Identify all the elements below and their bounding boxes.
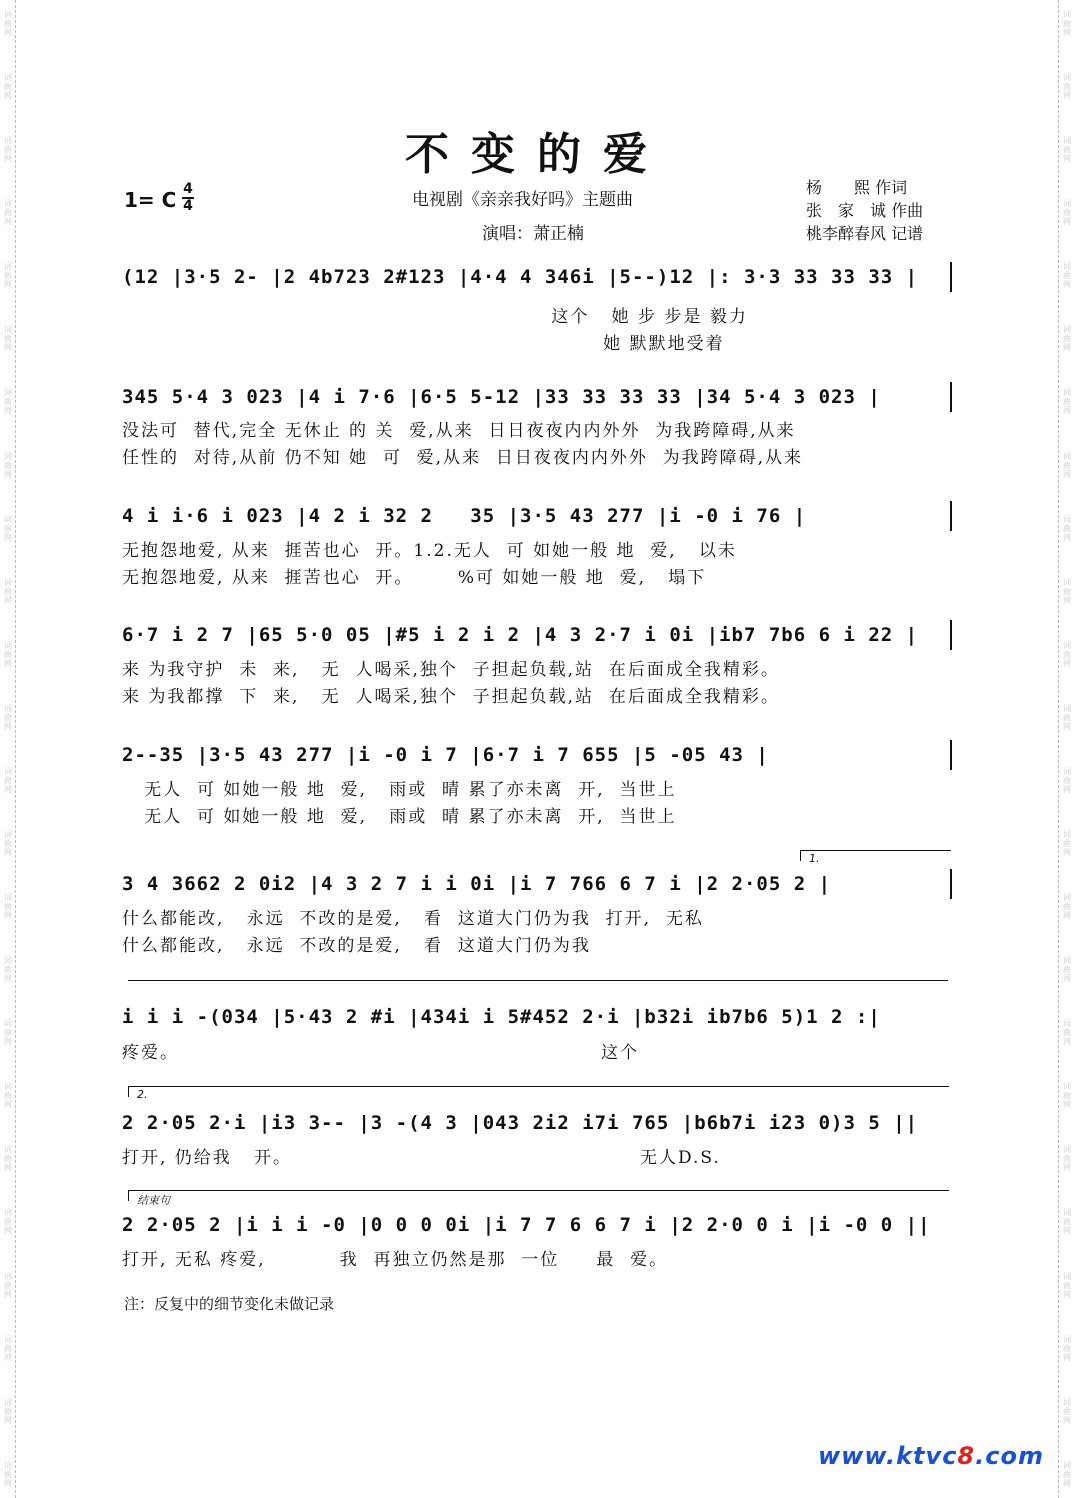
watermark-text: 词曲网 — [3, 73, 13, 101]
barline — [950, 501, 952, 531]
notation-line: 345 5·4 3 023 |4 i 7·6 |6·5 5-12 |33 33 33 33 |34 5·4 3 023 | — [122, 386, 881, 408]
lyric-verse-1: 疼爱。 这个 — [122, 1043, 640, 1063]
barline — [950, 869, 952, 899]
watermark-text: 词曲网 — [3, 1271, 13, 1299]
watermark-text: 词曲网 — [1062, 1271, 1072, 1299]
notation-line: 2 2·05 2 |i i i -0 |0 0 0 0i |i 7 7 6 6 7 i |2 2·0 0 i |i -0 0 || — [122, 1214, 931, 1236]
barline — [950, 262, 952, 292]
song-subtitle: 电视剧《亲亲我好吗》主题曲 — [412, 190, 633, 210]
watermark-text: 词曲网 — [3, 262, 13, 290]
lyric-verse-2: 什么都能改, 永远 不改的是爱, 看 这道大门仍为我 — [122, 936, 591, 956]
watermark-text: 词曲网 — [3, 1397, 13, 1425]
watermark-text: 词曲网 — [3, 1019, 13, 1047]
coda-bracket — [128, 1190, 949, 1207]
second-ending-label: 2. — [137, 1088, 148, 1101]
watermark-text: 词曲网 — [3, 766, 13, 794]
barline — [950, 620, 952, 650]
watermark-text: 词曲网 — [1062, 10, 1072, 37]
right-watermark-strip — [1058, 0, 1074, 1498]
watermark-text: 词曲网 — [3, 10, 13, 37]
watermark-text: 词曲网 — [3, 136, 13, 164]
lyric-verse-1: 什么都能改, 永远 不改的是爱, 看 这道大门仍为我 打开, 无私 — [122, 909, 704, 929]
footnote: 注：反复中的细节变化未做记录 — [124, 1295, 335, 1313]
notation-line: 3 4 3662 2 0i2 |4 3 2 7 i i 0i |i 7 766 6 7 i |2 2·05 2 | — [122, 873, 832, 895]
first-ending-label: 1. — [809, 852, 820, 865]
watermark-text: 词曲网 — [3, 830, 13, 858]
barline — [950, 382, 952, 412]
notation-line: i i i -(034 |5·43 2 #i |434i i 5#452 2·i |b32i ib7b6 5)1 2 :| — [122, 1006, 881, 1028]
watermark-text: 词曲网 — [3, 1145, 13, 1173]
watermark-text: 词曲网 — [3, 956, 13, 984]
watermark-text: 词曲网 — [1062, 199, 1072, 227]
watermark-text: 词曲网 — [1062, 893, 1072, 921]
lyric-verse-1: 打开, 无私 疼爱, 我 再独立仍然是那 一位 最 爱。 — [122, 1250, 669, 1270]
watermark-text: 词曲网 — [3, 703, 13, 731]
watermark-text: 词曲网 — [3, 577, 13, 605]
lyric-verse-1: 来 为我守护 未 来, 无 人喝采,独个 子担起负载,站 在后面成全我精彩。 — [122, 660, 780, 680]
watermark-text: 词曲网 — [1062, 640, 1072, 668]
watermark-text: 词曲网 — [1062, 1460, 1072, 1488]
watermark-text: 词曲网 — [1062, 1082, 1072, 1110]
lyric-verse-2: 来 为我都撑 下 来, 无 人喝采,独个 子担起负载,站 在后面成全我精彩。 — [122, 687, 780, 707]
lyric-verse-1: 这个 她 步 步是 毅力 — [122, 307, 748, 327]
watermark-text: 词曲网 — [1062, 451, 1072, 479]
watermark-text: 词曲网 — [1062, 1145, 1072, 1173]
time-signature — [182, 182, 194, 214]
watermark-text: 词曲网 — [3, 893, 13, 921]
watermark-text: 词曲网 — [1062, 514, 1072, 542]
watermark-text: 词曲网 — [3, 514, 13, 542]
time-signature-top: 4 — [183, 181, 193, 197]
watermark-text: 词曲网 — [1062, 388, 1072, 416]
watermark-text: 词曲网 — [3, 1082, 13, 1110]
lyric-verse-1: 无人 可 如她一般 地 爱, 雨或 晴 累了亦未离 开, 当世上 — [122, 780, 677, 800]
watermark-text: 词曲网 — [3, 1334, 13, 1362]
transcriber-credit: 桃李醉春风 记谱 — [806, 224, 924, 243]
watermark-text: 词曲网 — [1062, 1397, 1072, 1425]
left-watermark-strip — [0, 0, 16, 1498]
notation-line: (12 |3·5 2- |2 4b723 2#123 |4·4 4 346i |5--)12 |: 3·3 33 33 33 | — [122, 266, 919, 288]
watermark-text: 词曲网 — [1062, 956, 1072, 984]
lyric-verse-2: 任性的 对待,从前 仍不知 她 可 爱,从来 日日夜夜内内外外 为我跨障碍,从来 — [122, 448, 804, 468]
watermark-text: 词曲网 — [3, 1208, 13, 1236]
first-ending-bracket — [800, 850, 951, 865]
key-signature: 1= C — [124, 188, 177, 212]
watermark-text: 词曲网 — [1062, 73, 1072, 101]
barline — [950, 740, 952, 770]
watermark-text: 词曲网 — [1062, 830, 1072, 858]
notation-line: 6·7 i 2 7 |65 5·0 05 |#5 i 2 i 2 |4 3 2·7 i 0i |ib7 7b6 6 i 22 | — [122, 624, 919, 646]
watermark-text: 词曲网 — [3, 451, 13, 479]
site-url: www.ktvc8.com — [817, 1442, 1044, 1470]
watermark-text: 词曲网 — [1062, 766, 1072, 794]
lyric-verse-1: 没法可 替代,完全 无休止 的 关 爱,从来 日日夜夜内内外外 为我跨障碍,从来 — [122, 421, 796, 441]
lyric-verse-1: 无抱怨地爱, 从来 捱苦也心 开。1.2.无人 可 如她一般 地 爱, 以未 — [122, 541, 737, 561]
lyric-verse-2: 无人 可 如她一般 地 爱, 雨或 晴 累了亦未离 开, 当世上 — [122, 807, 677, 827]
watermark-text: 词曲网 — [3, 199, 13, 227]
notation-line: 2 2·05 2·i |i3 3-- |3 -(4 3 |043 2i2 i7i 765 |b6b7i i23 0)3 5 || — [122, 1112, 919, 1134]
notation-line: 2--35 |3·5 43 277 |i -0 i 7 |6·7 i 7 655 |5 -05 43 | — [122, 744, 769, 766]
song-title: 不变的爱 — [405, 129, 669, 180]
watermark-text: 词曲网 — [3, 1460, 13, 1488]
watermark-text: 词曲网 — [1062, 325, 1072, 353]
coda-label: 结束句 — [137, 1194, 170, 1207]
composer-credit: 张 家 诚 作曲 — [806, 201, 924, 220]
lyric-verse-2: 无抱怨地爱, 从来 捱苦也心 开。 %可 如她一般 地 爱, 塌下 — [122, 568, 707, 588]
watermark-text: 词曲网 — [3, 325, 13, 353]
watermark-text: 词曲网 — [1062, 577, 1072, 605]
time-signature-bottom: 4 — [183, 198, 193, 214]
first-ending-continuation — [128, 980, 948, 981]
watermark-text: 词曲网 — [1062, 262, 1072, 290]
lyric-verse-2: 她 默默地受着 — [122, 334, 725, 354]
second-ending-bracket — [128, 1086, 949, 1101]
site-logo — [818, 1442, 1044, 1470]
notation-line: 4 i i·6 i 023 |4 2 i 32 2 35 |3·5 43 277 |i -0 i 76 | — [122, 505, 807, 527]
watermark-text: 词曲网 — [3, 388, 13, 416]
watermark-text: 词曲网 — [1062, 136, 1072, 164]
lyricist-credit: 杨 熙 作词 — [806, 178, 908, 197]
lyric-verse-1: 打开, 仍给我 开。 无人D.S. — [122, 1148, 721, 1168]
watermark-text: 词曲网 — [3, 640, 13, 668]
watermark-text: 词曲网 — [1062, 1019, 1072, 1047]
watermark-text: 词曲网 — [1062, 1334, 1072, 1362]
watermark-text: 词曲网 — [1062, 703, 1072, 731]
watermark-text: 词曲网 — [1062, 1208, 1072, 1236]
credits-block — [806, 176, 923, 245]
singer-credit: 演唱：萧正楠 — [482, 224, 584, 244]
